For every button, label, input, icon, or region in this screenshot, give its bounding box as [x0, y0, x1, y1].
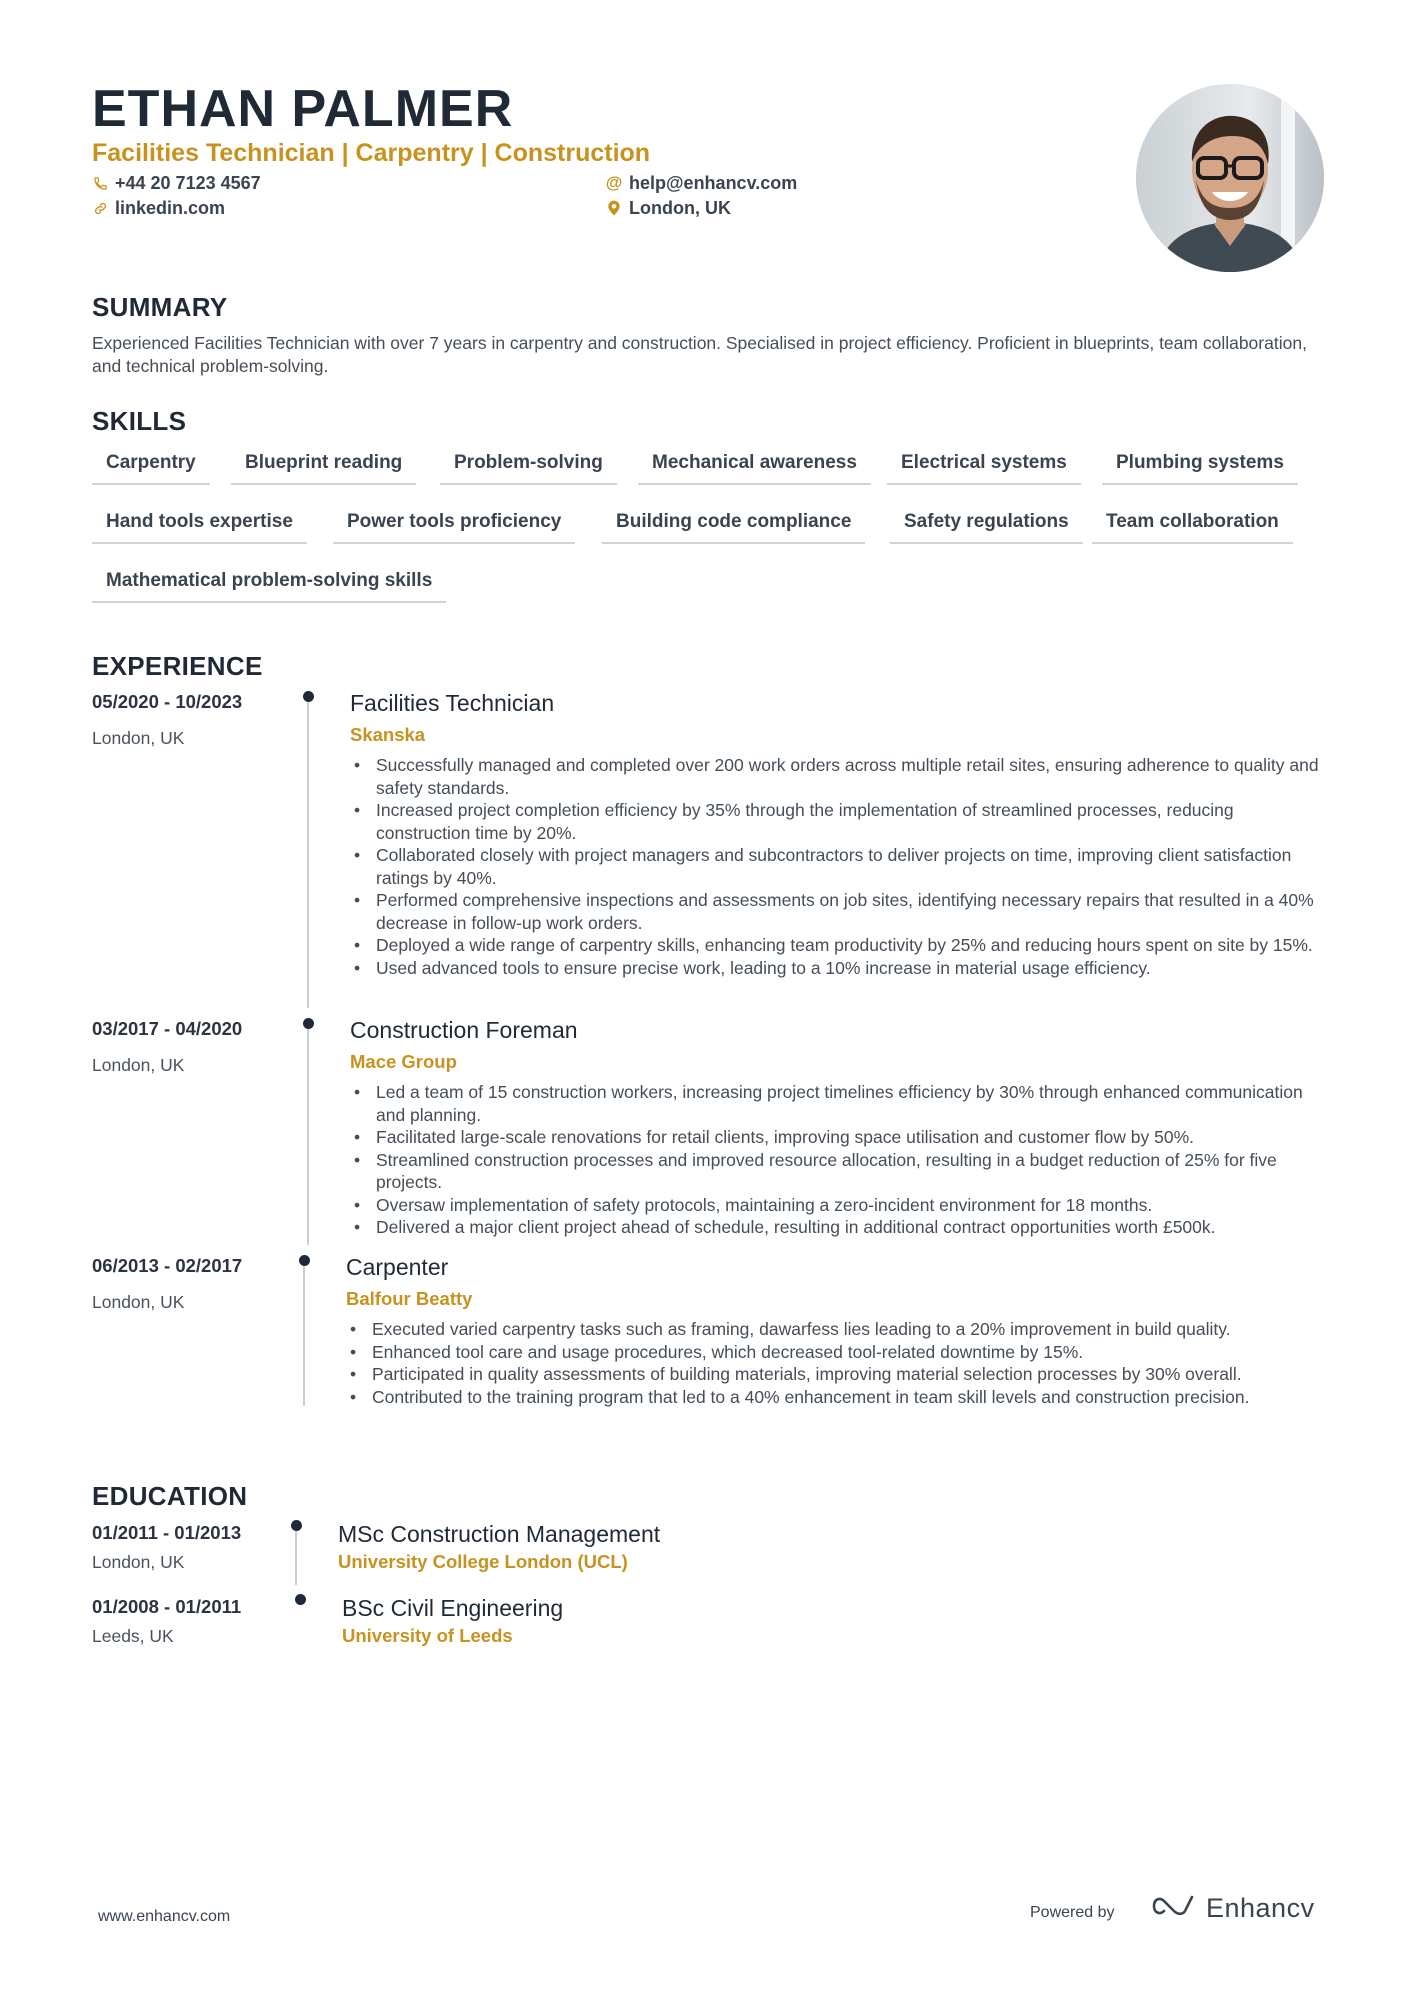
timeline-dot — [299, 1255, 310, 1266]
experience-location: London, UK — [92, 1292, 185, 1312]
footer-url[interactable]: www.enhancv.com — [98, 1908, 231, 1925]
timeline-line — [303, 1266, 305, 1406]
skill-tag: Electrical systems — [887, 444, 1081, 485]
profile-photo — [1136, 84, 1324, 272]
brand-name: Enhancv — [1206, 1893, 1315, 1923]
powered-by-label: Powered by — [1030, 1904, 1115, 1921]
education-school: University College London (UCL) — [338, 1551, 628, 1572]
skill-tag: Power tools proficiency — [333, 503, 575, 544]
brand-logo[interactable] — [1150, 1893, 1315, 1924]
education-degree: MSc Construction Management — [338, 1521, 661, 1547]
summary-title: SUMMARY — [92, 292, 228, 322]
experience-bullets — [350, 1081, 1330, 1239]
list-item: • Successfully managed and completed over 200 work orders across multiple retail sites, ensuring adherence to quality and safety standards. — [350, 754, 1330, 799]
education-location: London, UK — [92, 1552, 185, 1572]
experience-bullets — [350, 754, 1330, 979]
experience-location: London, UK — [92, 728, 185, 748]
contact-phone-text: +44 20 7123 4567 — [115, 173, 261, 193]
location-pin-icon — [606, 200, 622, 216]
list-item: • Deployed a wide range of carpentry skills, enhancing team productivity by 25% and reducing hours spent on site by 15%. — [350, 934, 1330, 957]
timeline-line — [307, 702, 309, 1008]
timeline-dot — [303, 1018, 314, 1029]
timeline-dot — [303, 691, 314, 702]
headline: Facilities Technician | Carpentry | Construction — [92, 139, 651, 167]
link-icon — [92, 200, 108, 216]
experience-role: Construction Foreman — [350, 1017, 578, 1043]
experience-title: EXPERIENCE — [92, 651, 263, 681]
list-item: • Executed varied carpentry tasks such as framing, dawarfess lies leading to a 20% improvement in build quality. — [346, 1318, 1330, 1341]
experience-company: Skanska — [350, 724, 426, 745]
list-item: • Used advanced tools to ensure precise work, leading to a 10% increase in material usage efficiency. — [350, 957, 1330, 980]
skills-title: SKILLS — [92, 406, 187, 436]
list-item: • Contributed to the training program that led to a 40% enhancement in team skill levels and construction precision. — [346, 1386, 1330, 1409]
list-item: • Increased project completion efficiency by 35% through the implementation of streamlined processes, reducing construction time by 20%. — [350, 799, 1330, 844]
list-item: • Enhanced tool care and usage procedures, which decreased tool-related downtime by 15%. — [346, 1341, 1330, 1364]
list-item: • Delivered a major client project ahead of schedule, resulting in additional contract opportunities worth £500k. — [350, 1216, 1330, 1239]
contact-email[interactable] — [606, 172, 797, 194]
skill-tag: Hand tools expertise — [92, 503, 307, 544]
education-degree: BSc Civil Engineering — [342, 1595, 564, 1621]
experience-dates: 03/2017 - 04/2020 — [92, 1018, 243, 1039]
list-item: • Participated in quality assessments of building materials, improving material selection processes by 30% overall. — [346, 1363, 1330, 1386]
education-location: Leeds, UK — [92, 1626, 174, 1646]
contact-email-text: help@enhancv.com — [629, 173, 798, 193]
contact-location — [606, 197, 731, 219]
experience-bullets — [346, 1318, 1330, 1408]
list-item: • Streamlined construction processes and improved resource allocation, resulting in a budget reduction of 25% for five projects. — [350, 1149, 1330, 1194]
skill-tag: Safety regulations — [890, 503, 1083, 544]
experience-company: Balfour Beatty — [346, 1288, 473, 1309]
timeline-line — [295, 1531, 297, 1585]
skill-tag: Building code compliance — [602, 503, 865, 544]
skill-tag: Problem-solving — [440, 444, 617, 485]
skill-tag: Mathematical problem-solving skills — [92, 562, 446, 603]
contact-linkedin-text: linkedin.com — [115, 198, 226, 218]
timeline-dot — [291, 1520, 302, 1531]
contact-location-text: London, UK — [629, 198, 731, 218]
timeline-dot — [295, 1594, 306, 1605]
experience-role: Facilities Technician — [350, 690, 555, 716]
contact-linkedin[interactable] — [92, 197, 225, 219]
phone-icon — [92, 175, 108, 191]
list-item: • Performed comprehensive inspections and assessments on job sites, identifying necessary repairs that resulted in a 40% decrease in follow-up work orders. — [350, 889, 1330, 934]
education-school: University of Leeds — [342, 1625, 513, 1646]
list-item: • Led a team of 15 construction workers, increasing project timelines efficiency by 30% through enhanced communication and planning. — [350, 1081, 1330, 1126]
experience-dates: 05/2020 - 10/2023 — [92, 691, 243, 712]
list-item: • Facilitated large-scale renovations for retail clients, improving space utilisation and customer flow by 50%. — [350, 1126, 1330, 1149]
skill-tag: Plumbing systems — [1102, 444, 1298, 485]
education-dates: 01/2011 - 01/2013 — [92, 1522, 242, 1543]
experience-dates: 06/2013 - 02/2017 — [92, 1255, 243, 1276]
experience-company: Mace Group — [350, 1051, 457, 1072]
list-item: • Oversaw implementation of safety protocols, maintaining a zero-incident environment for 18 months. — [350, 1194, 1330, 1217]
experience-role: Carpenter — [346, 1254, 449, 1280]
candidate-name: ETHAN PALMER — [92, 80, 514, 138]
experience-location: London, UK — [92, 1055, 185, 1075]
enhancv-logo-icon — [1150, 1893, 1198, 1924]
education-title: EDUCATION — [92, 1481, 248, 1511]
list-item: • Collaborated closely with project managers and subcontractors to deliver projects on time, improving client satisfaction ratings by 40%. — [350, 844, 1330, 889]
skill-tag: Team collaboration — [1092, 503, 1293, 544]
at-icon: @ — [605, 173, 623, 192]
contact-phone[interactable] — [92, 172, 261, 194]
summary-text: Experienced Facilities Technician with over 7 years in carpentry and construction. Specialised in project efficiency. Proficient in blueprints, team collaboration, and technical problem-solving. — [92, 333, 1307, 376]
timeline-line — [307, 1029, 309, 1245]
education-dates: 01/2008 - 01/2011 — [92, 1596, 242, 1617]
skill-tag: Blueprint reading — [231, 444, 416, 485]
skill-tag: Mechanical awareness — [638, 444, 871, 485]
skill-tag: Carpentry — [92, 444, 210, 485]
